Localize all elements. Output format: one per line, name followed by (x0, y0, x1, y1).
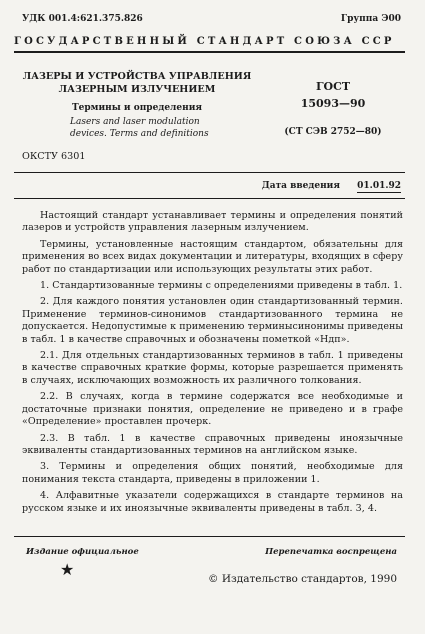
paragraph-obligatory: Термины, установленные настоящим стандартом, обязательны для применения во всех видах документации и литературы, входящих в сферу работ по стандартизации или использующих результаты этих работ. (22, 238, 403, 275)
paragraph-2-2: 2.2. В случаях, когда в термине содержатся все необходимые и достаточные признаки понятия, определение не приведено и в графе «Определение» проставлен прочерк. (22, 391, 403, 428)
star-icon: ★ (60, 560, 75, 579)
intro-date (262, 181, 401, 193)
footer-rule (14, 536, 405, 537)
paragraph-4: 4. Алфавитные указатели содержащихся в стандарте терминов на русском языке и их иноязычные эквиваленты приведены в табл. 3, 4. (22, 490, 403, 514)
paragraph-1: 1. Стандартизованные термины с определениями приведены в табл. 1. (40, 280, 403, 292)
intro-date-value: 01.01.92 (357, 181, 401, 191)
standard-banner: ГОСУДАРСТВЕННЫЙ СТАНДАРТ СОЮЗА ССР (14, 36, 395, 47)
paragraph-2-3: 2.3. В табл. 1 в качестве справочных приведены иноязычные эквиваленты стандартизованных терминов на английском языке. (22, 432, 403, 456)
date-rule (14, 198, 405, 199)
document-body (22, 210, 403, 519)
st-sev-reference: (СТ СЭВ 2752—80) (284, 127, 382, 137)
paragraph-2-1: 2.1. Для отдельных стандартизованных терминов в табл. 1 приведены в качестве справочных краткие формы, которые разрешается применять в случаях, исключающих возможность их различного толкования. (22, 350, 403, 386)
udk-code: УДК 001.4:621.375.826 (22, 14, 143, 24)
official-edition-label: Издание официальное (26, 547, 139, 557)
reprint-prohibited-label: Перепечатка воспрещена (265, 547, 397, 557)
title-en-line-2: devices. Terms and definitions (70, 129, 209, 139)
title-ru-line-2: ЛАЗЕРНЫМ ИЗЛУЧЕНИЕМ (58, 84, 216, 95)
okstu-code: ОКСТУ 6301 (22, 151, 86, 162)
publisher-copyright: © Издательство стандартов, 1990 (208, 573, 397, 585)
paragraph-3: 3. Термины и определения общих понятий, необходимые для понимания текста стандарта, приведены в приложении 1. (22, 461, 403, 485)
section-rule (14, 172, 405, 173)
header-rule (14, 51, 405, 53)
paragraph-intro: Настоящий стандарт устанавливает термины и определения понятий лазеров и устройств управления лазерным излучением. (22, 210, 403, 234)
title-en-line-1: Lasers and laser modulation (70, 117, 200, 127)
gost-number: 15093—90 (300, 97, 366, 110)
paragraph-2: 2. Для каждого понятия установлен один стандартизованный термин. Применение терминов-синонимов стандартизованного термина не допускается. Недопустимые к применению терминысинонимы приведены в табл. 1 в качестве справочных и обозначены пометкой «Ндп». (22, 296, 403, 345)
group-code: Группа Э00 (340, 14, 401, 24)
title-ru-subtitle: Термины и определения (71, 103, 203, 113)
title-ru-line-1: ЛАЗЕРЫ И УСТРОЙСТВА УПРАВЛЕНИЯ (22, 71, 252, 82)
intro-date-label: Дата введения (261, 181, 341, 191)
gost-label: ГОСТ (315, 80, 351, 93)
